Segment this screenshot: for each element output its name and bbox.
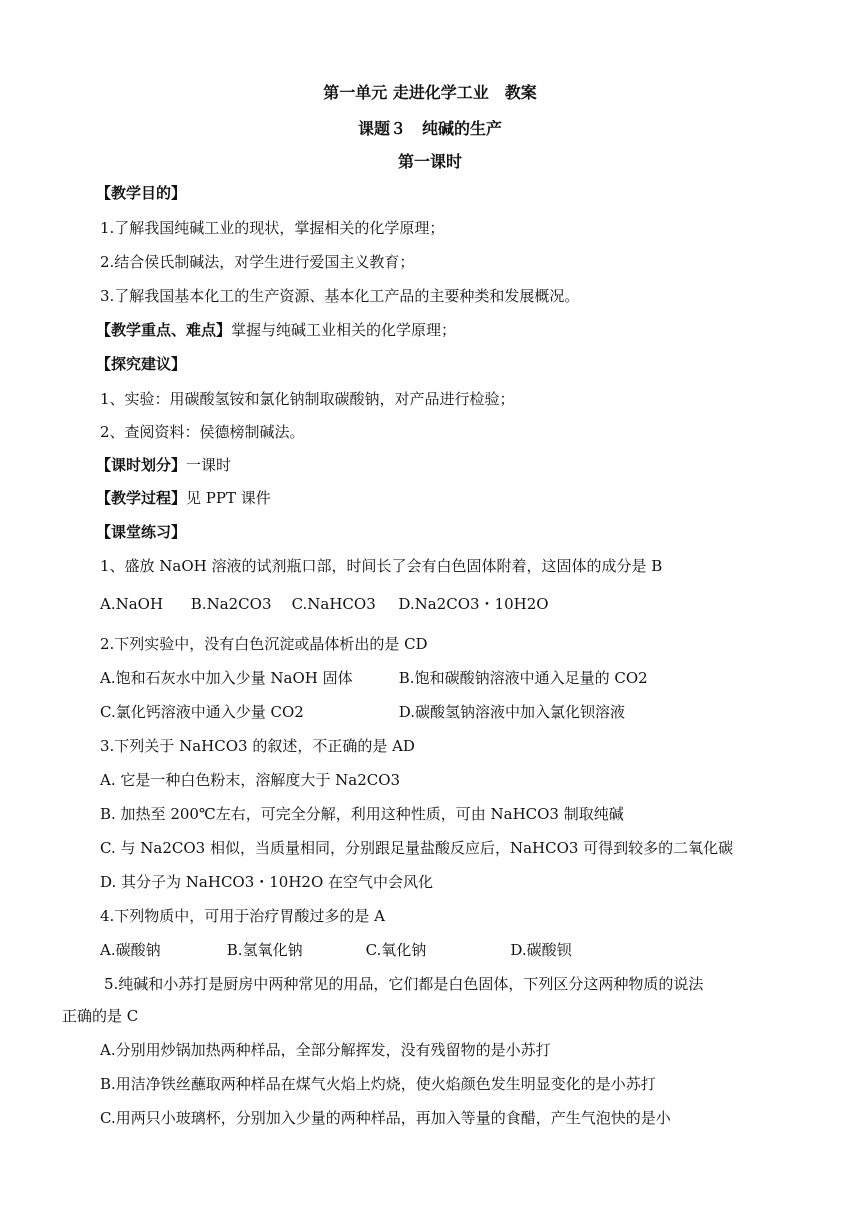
option-a: A.NaOH — [100, 595, 164, 613]
process — [96, 488, 800, 508]
option-d: D.碳酸氢钠溶液中加入氯化钡溶液 — [398, 703, 626, 721]
schedule-text: 一课时 — [186, 456, 232, 474]
process-heading: 【教学过程】 — [96, 489, 187, 507]
option-b: B.氢氧化钠 — [226, 941, 303, 959]
lesson-number: 第一课时 — [397, 152, 462, 171]
objective-item: 3.了解我国基本化工的生产资源、基本化工产品的主要种类和发展概况。 — [100, 287, 580, 305]
option-b: B.Na2CO3 — [190, 595, 272, 613]
question-5-stem-line-1: 5.纯碱和小苏打是厨房中两种常见的用品，它们都是白色固体，下列区分这两种物质的说法 — [104, 975, 704, 993]
key-points — [96, 320, 800, 340]
lesson-subtitle: 课题３ 纯碱的生产 — [357, 119, 502, 138]
option-c: C.NaHCO3 — [291, 595, 376, 613]
document-title: 第一单元 走进化学工业 教案 — [323, 83, 537, 102]
question-1-stem: 1、盛放 NaOH 溶液的试剂瓶口部，时间长了会有白色固体附着，这固体的成分是 B — [100, 557, 663, 575]
question-2-options-row-1 — [100, 668, 648, 688]
question-2-options-row-2 — [100, 702, 625, 722]
key-points-text: 掌握与纯碱工业相关的化学原理； — [231, 321, 457, 339]
inquiry-item: 2、查阅资料：侯德榜制碱法。 — [100, 423, 305, 441]
question-2-stem: 2.下列实验中，没有白色沉淀或晶体析出的是 CD — [100, 635, 428, 653]
option-c: C.氧化钠 — [365, 941, 427, 959]
schedule-heading: 【课时划分】 — [96, 456, 187, 474]
objective-item: 2.结合侯氏制碱法，对学生进行爱国主义教育； — [100, 253, 415, 271]
option-d: D.Na2CO3・10H2O — [398, 595, 549, 613]
process-text: 见 PPT 课件 — [186, 489, 271, 507]
option-b: B.饱和碳酸钠溶液中通入足量的 CO2 — [398, 669, 648, 687]
question-5-option-b: B.用洁净铁丝蘸取两种样品在煤气火焰上灼烧，使火焰颜色发生明显变化的是小苏打 — [100, 1075, 656, 1093]
option-c: C.氯化钙溶液中通入少量 CO2 — [100, 703, 304, 721]
question-1-options — [100, 594, 549, 614]
question-5-option-c: C.用两只小玻璃杯，分别加入少量的两种样品，再加入等量的食醋，产生气泡快的是小 — [100, 1109, 671, 1127]
objectives-heading: 【教学目的】 — [96, 184, 187, 202]
option-a: A.饱和石灰水中加入少量 NaOH 固体 — [100, 669, 353, 687]
question-4-stem: 4.下列物质中，可用于治疗胃酸过多的是 A — [100, 907, 385, 925]
key-points-heading: 【教学重点、难点】 — [96, 321, 232, 339]
option-a: A.碳酸钠 — [100, 941, 161, 959]
question-3-option-a: A. 它是一种白色粉末，溶解度大于 Na2CO3 — [100, 771, 401, 789]
question-4-options — [100, 940, 572, 960]
question-3-stem: 3.下列关于 NaHCO3 的叙述，不正确的是 AD — [100, 737, 415, 755]
question-5-stem-line-2: 正确的是 C — [62, 1007, 139, 1025]
inquiry-item: 1、实验：用碳酸氢铵和氯化钠制取碳酸钠，对产品进行检验； — [100, 390, 515, 408]
question-3-option-d: D. 其分子为 NaHCO3・10H2O 在空气中会风化 — [100, 873, 434, 891]
question-3-option-b: B. 加热至 200℃左右，可完全分解，利用这种性质，可由 NaHCO3 制取纯碱 — [100, 805, 624, 823]
objective-item: 1.了解我国纯碱工业的现状，掌握相关的化学原理； — [100, 219, 445, 237]
question-5-option-a: A.分别用炒锅加热两种样品，全部分解挥发，没有残留物的是小苏打 — [100, 1041, 551, 1059]
inquiry-heading: 【探究建议】 — [96, 355, 187, 373]
practice-heading: 【课堂练习】 — [96, 523, 187, 541]
schedule — [96, 455, 800, 475]
option-d: D.碳酸钡 — [510, 941, 572, 959]
question-3-option-c: C. 与 Na2CO3 相似，当质量相同，分别跟足量盐酸反应后，NaHCO3 可得到较多的二氧化碳 — [100, 839, 734, 857]
